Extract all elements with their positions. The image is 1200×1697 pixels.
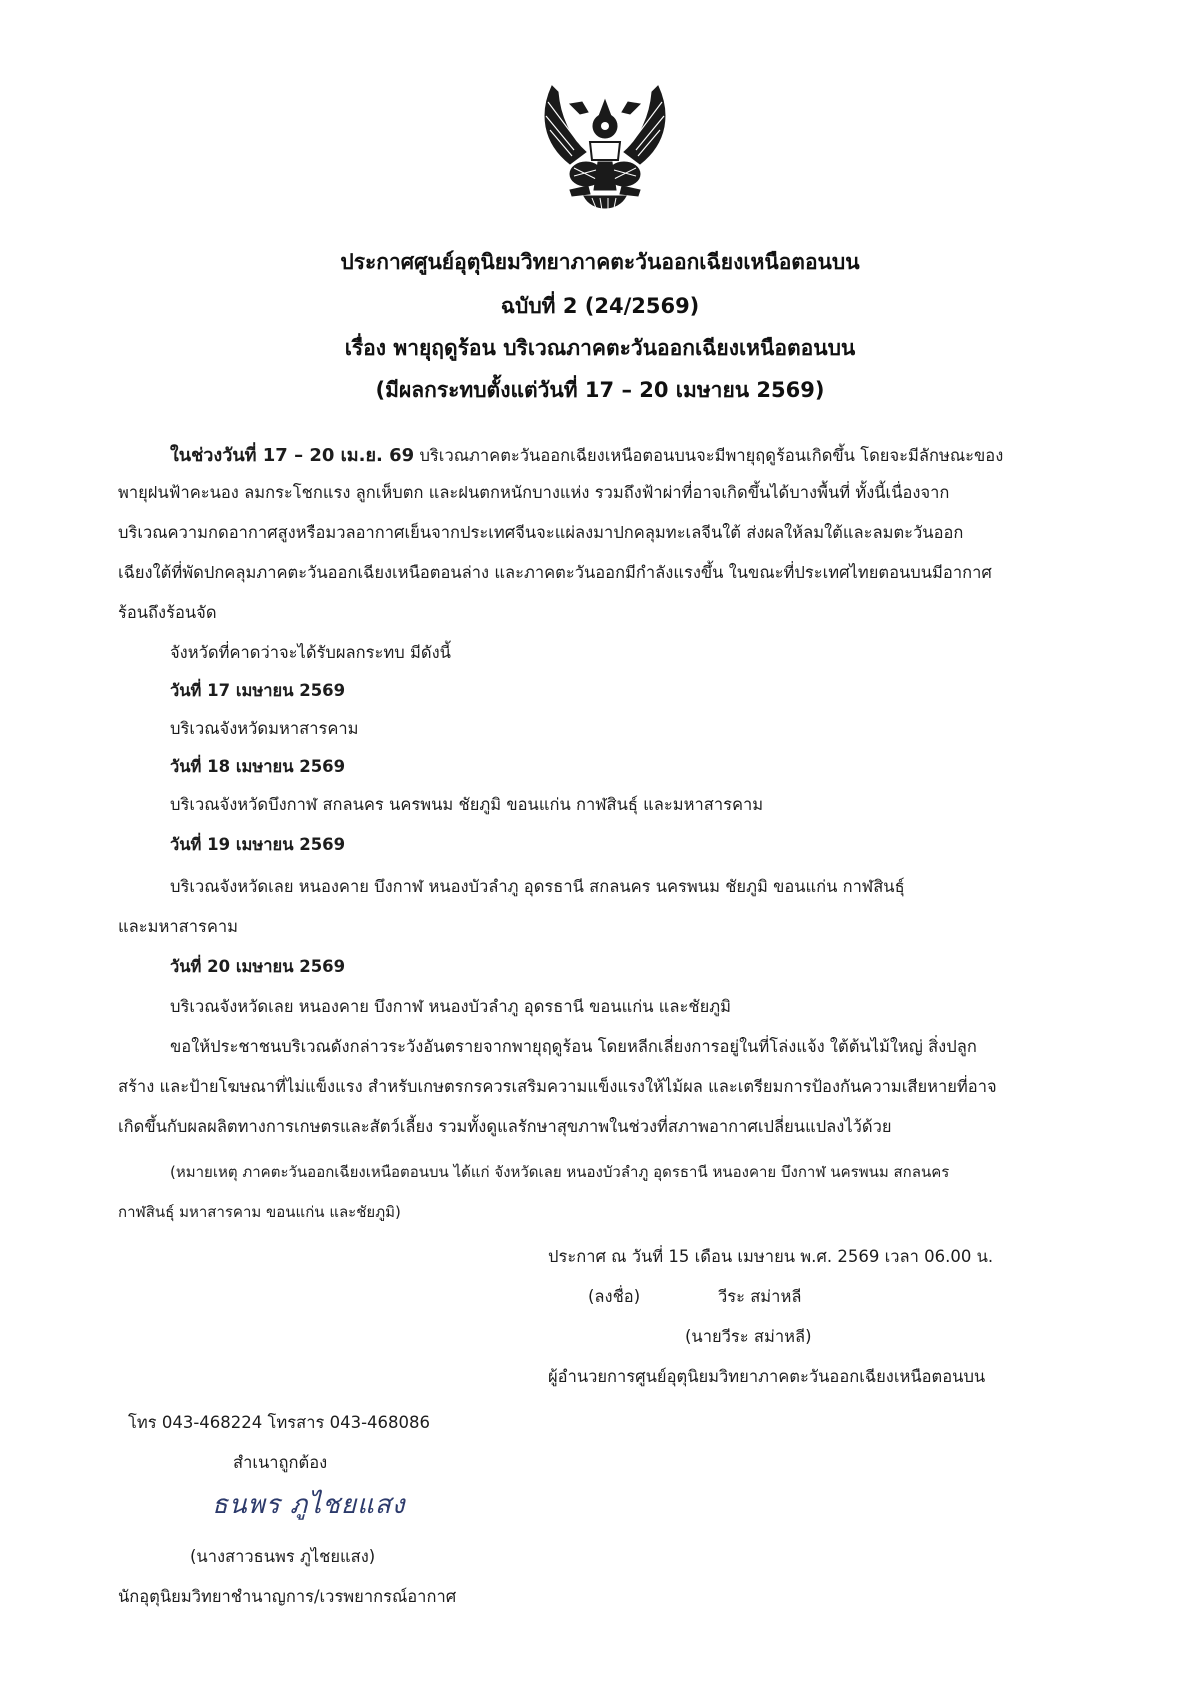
intro-paragraph-line-1 [170, 440, 1003, 469]
handwritten-signature: ธนพร ภูไชยแสง [212, 1490, 406, 1520]
garuda-emblem-icon [530, 72, 680, 222]
day-17-date: วันที่ 17 เมษายน 2569 [170, 681, 346, 700]
advice-line-2: สร้าง และป้ายโฆษณาที่ไม่แข็งแรง สำหรับเกษตรกรควรเสริมความแข็งแรงให้ไม้ผล และเตรียมการป้องกันความเสียหายที่อาจ [118, 1077, 997, 1096]
day-18-areas: บริเวณจังหวัดบึงกาฬ สกลนคร นครพนม ชัยภูมิ ขอนแก่น กาฬสินธุ์ และมหาสารคาม [170, 795, 764, 814]
note-line-1: (หมายเหตุ ภาคตะวันออกเฉียงเหนือตอนบน ได้แก่ จังหวัดเลย หนองบัวลำภู อุดรธานี หนองคาย บึงกาฬ นครพนม สกลนคร [170, 1163, 950, 1181]
director-full-name: (นายวีระ สม่าหลี) [685, 1327, 812, 1346]
note-line-2: กาฬสินธุ์ มหาสารคาม ขอนแก่น และชัยภูมิ) [118, 1203, 401, 1221]
day-18-date: วันที่ 18 เมษายน 2569 [170, 757, 346, 776]
signed-label: (ลงชื่อ) [588, 1287, 641, 1306]
certified-copy-label: สำเนาถูกต้อง [233, 1453, 328, 1472]
advice-line-3: เกิดขึ้นกับผลผลิตทางการเกษตรและสัตว์เลี้ยง รวมทั้งดูแลรักษาสุขภาพในช่วงที่สภาพอากาศเปลี่ยนแปลงไว้ด้วย [118, 1117, 892, 1136]
day-19-areas-line-1: บริเวณจังหวัดเลย หนองคาย บึงกาฬ หนองบัวลำภู อุดรธานี สกลนคร นครพนม ชัยภูมิ ขอนแก่น กาฬสินธุ์ [170, 877, 905, 896]
provinces-intro: จังหวัดที่คาดว่าจะได้รับผลกระทบ มีดังนี้ [170, 643, 451, 662]
intro-lead: ในช่วงวันที่ 17 – 20 เม.ย. 69 [170, 445, 415, 466]
advice-line-1: ขอให้ประชาชนบริเวณดังกล่าวระวังอันตรายจากพายุฤดูร้อน โดยหลีกเลี่ยงการอยู่ในที่โล่งแจ้ง ใต้ต้นไม้ใหญ่ สิ่งปลูก [170, 1037, 977, 1056]
day-20-date: วันที่ 20 เมษายน 2569 [170, 957, 346, 976]
certifier-full-name: (นางสาวธนพร ภูไชยแสง) [190, 1547, 376, 1566]
day-20-areas: บริเวณจังหวัดเลย หนองคาย บึงกาฬ หนองบัวลำภู อุดรธานี ขอนแก่น และชัยภูมิ [170, 997, 731, 1016]
certifier-position: นักอุตุนิยมวิทยาชำนาญการ/เวรพยากรณ์อากาศ [118, 1587, 457, 1606]
subject-line: เรื่อง พายุฤดูร้อน บริเวณภาคตะวันออกเฉียงเหนือตอนบน [344, 336, 856, 360]
intro-paragraph-line-5: ร้อนถึงร้อนจัด [118, 603, 217, 622]
announcement-date: ประกาศ ณ วันที่ 15 เดือน เมษายน พ.ศ. 2569 เวลา 06.00 น. [548, 1247, 994, 1266]
day-19-date: วันที่ 19 เมษายน 2569 [170, 835, 346, 854]
issue-number: ฉบับที่ 2 (24/2569) [500, 294, 700, 318]
intro-paragraph-line-4: เฉียงใต้ที่พัดปกคลุมภาคตะวันออกเฉียงเหนือตอนล่าง และภาคตะวันออกมีกำลังแรงขึ้น ในขณะที่ประเทศไทยตอนบนมีอากาศ [118, 563, 992, 582]
intro-text: บริเวณภาคตะวันออกเฉียงเหนือตอนบนจะมีพายุฤดูร้อนเกิดขึ้น โดยจะมีลักษณะของ [414, 446, 1004, 465]
contact-numbers: โทร 043-468224 โทรสาร 043-468086 [128, 1413, 431, 1432]
director-position: ผู้อำนวยการศูนย์อุตุนิยมวิทยาภาคตะวันออกเฉียงเหนือตอนบน [548, 1367, 986, 1386]
intro-paragraph-line-2: พายุฝนฟ้าคะนอง ลมกระโชกแรง ลูกเห็บตก และฝนตกหนักบางแห่ง รวมถึงฟ้าผ่าที่อาจเกิดขึ้นได้บางพื้นที่ ทั้งนี้เนื่องจาก [118, 483, 950, 502]
announcement-title: ประกาศศูนย์อุตุนิยมวิทยาภาคตะวันออกเฉียงเหนือตอนบน [340, 250, 860, 274]
signed-name: วีระ สม่าหลี [718, 1287, 802, 1306]
intro-paragraph-line-3: บริเวณความกดอากาศสูงหรือมวลอากาศเย็นจากประเทศจีนจะแผ่ลงมาปกคลุมทะเลจีนใต้ ส่งผลให้ลมใต้และลมตะวันออก [118, 523, 964, 542]
day-19-areas-line-2: และมหาสารคาม [118, 917, 239, 936]
day-17-areas: บริเวณจังหวัดมหาสารคาม [170, 719, 359, 738]
effective-period: (มีผลกระทบตั้งแต่วันที่ 17 – 20 เมษายน 2569) [375, 378, 825, 402]
